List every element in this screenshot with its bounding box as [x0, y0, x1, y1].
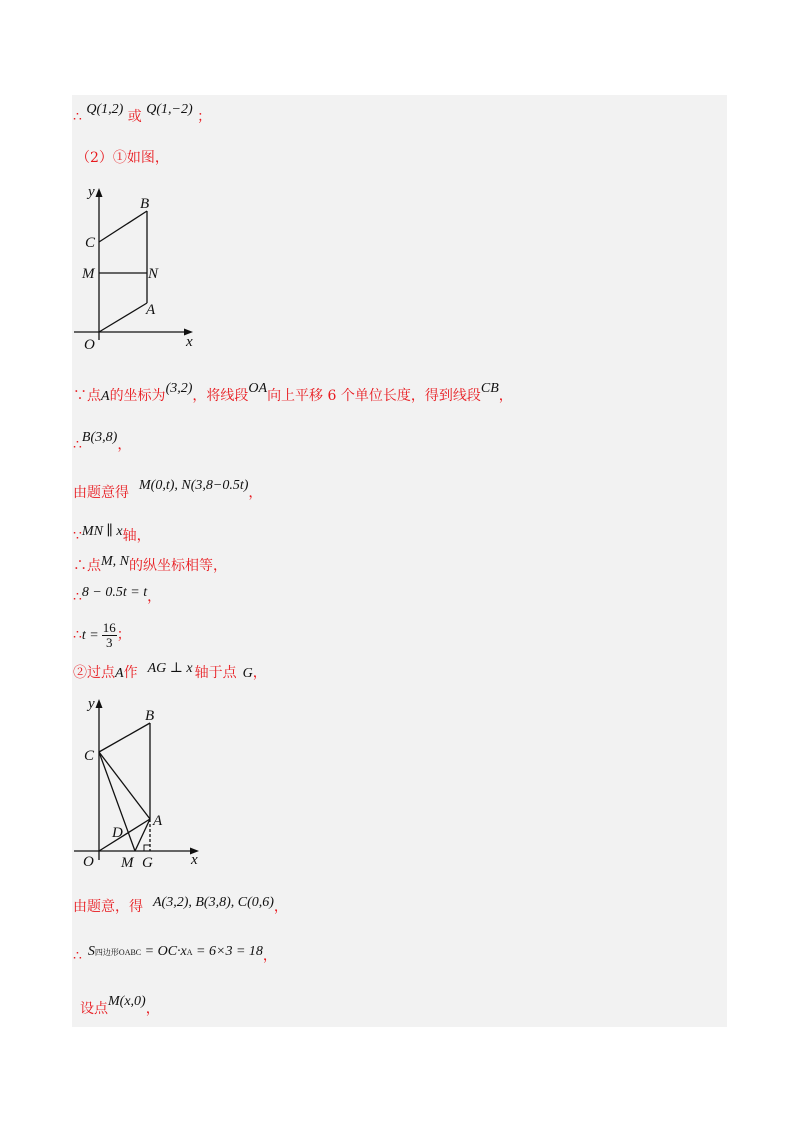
math-M-N: M, N	[101, 554, 129, 569]
punct: ，	[273, 899, 288, 915]
fig2-label-O: O	[83, 854, 94, 870]
text: 设点	[80, 1001, 108, 1017]
text: 作	[123, 665, 138, 681]
math-area-expression	[88, 944, 263, 959]
subscript-A: A	[186, 948, 193, 957]
fig1-segment-OA	[99, 303, 147, 332]
fig1-label-B: B	[140, 196, 150, 212]
punct: ；	[116, 627, 131, 643]
part2-label: （2）①如图，	[76, 150, 169, 166]
text: 由题意，得	[73, 899, 143, 915]
figure-2-diagram	[74, 690, 204, 870]
line-points-given	[73, 895, 288, 917]
fig2-label-C: C	[84, 748, 95, 764]
fig2-label-D: D	[112, 825, 123, 841]
fig2-y-arrow	[96, 699, 103, 708]
text: ②过点	[73, 665, 115, 681]
punct: ，	[117, 437, 132, 453]
therefore-symbol: ∴	[73, 589, 82, 605]
fig2-label-y: y	[88, 696, 95, 712]
fraction-16-3	[102, 621, 117, 650]
text: 轴，	[122, 528, 151, 544]
fraction-numerator: 16	[102, 619, 116, 635]
punct: ，	[147, 589, 162, 605]
figure-1-diagram	[74, 180, 204, 352]
line-area	[73, 944, 277, 967]
math-CB: CB	[480, 381, 499, 396]
line-MN-coords	[73, 478, 263, 503]
line-set-M	[80, 994, 160, 1019]
fraction-denominator: 3	[106, 634, 113, 650]
fig2-segment-CB	[99, 723, 150, 752]
therefore-symbol: ∴	[73, 948, 82, 964]
math-OA: OA	[248, 381, 268, 396]
therefore-symbol: ∴	[73, 109, 82, 125]
math-OC-x: = OC·x	[144, 944, 187, 959]
fig1-y-arrow	[96, 188, 103, 197]
text-or: 或	[127, 109, 142, 125]
text: ，将线段	[192, 388, 249, 404]
fig1-label-M: M	[82, 266, 95, 282]
text: 由题意得	[73, 485, 129, 501]
line-point-B	[73, 430, 132, 455]
text: 轴于点	[194, 665, 237, 681]
punct: ，	[252, 665, 267, 681]
math-MN: M(0,t), N(3,8−0.5t)	[139, 478, 249, 493]
text: ∵点	[73, 388, 101, 404]
text: 向上平移 6 个单位长度，得到线段	[267, 388, 481, 404]
punct: ，	[498, 388, 513, 404]
math-coord-A: (3,2)	[165, 381, 193, 396]
math-B: B(3,8)	[81, 430, 118, 445]
math-point-A: A	[115, 666, 124, 681]
therefore-symbol: ∴	[73, 437, 82, 453]
fig1-label-N: N	[148, 266, 159, 282]
punct: ；	[197, 109, 212, 125]
fig2-label-M: M	[121, 855, 134, 870]
line-part2-heading	[76, 149, 169, 167]
line-parallel	[73, 524, 151, 546]
therefore-symbol: ∴	[73, 627, 82, 643]
math-MN-parallel: MN ∥ x	[81, 524, 123, 539]
text: 的坐标为	[109, 388, 166, 404]
line-t-value	[73, 620, 131, 650]
math-S: S	[87, 944, 95, 959]
fig1-label-y: y	[88, 184, 95, 200]
math-point-G: G	[242, 666, 253, 681]
math-result: = 6×3 = 18	[192, 944, 263, 959]
line-q-result	[73, 102, 212, 127]
math-AG-perp-x: AG ⊥ x	[147, 661, 193, 676]
fig1-segment-CB	[99, 211, 147, 242]
fig1-label-A: A	[146, 302, 156, 318]
fig2-segment-CA	[99, 752, 150, 819]
line-AG-perp	[73, 661, 267, 683]
math-equation: 8 − 0.5t = t	[81, 585, 148, 600]
line-translation	[73, 381, 513, 406]
math-ABC-coords: A(3,2), B(3,8), C(0,6)	[153, 895, 274, 910]
math-point-A: A	[101, 389, 110, 404]
punct: ，	[262, 948, 277, 964]
fig1-label-C: C	[85, 235, 96, 251]
math-M-x0: M(x,0)	[108, 994, 146, 1009]
fig2-label-G: G	[142, 855, 153, 870]
line-equal-y	[73, 554, 227, 576]
line-equation	[73, 585, 162, 607]
fig2-label-x: x	[191, 852, 198, 868]
math-q2: Q(1,−2)	[146, 102, 193, 117]
math-q1: Q(1,2)	[86, 102, 124, 117]
fig1-label-x: x	[186, 334, 193, 350]
fig2-label-B: B	[145, 708, 155, 724]
fig2-right-angle-mark	[144, 845, 150, 851]
text: ∴点	[73, 558, 101, 574]
fig1-label-O: O	[84, 337, 95, 352]
fig2-label-A: A	[153, 813, 163, 829]
math-t: t =	[81, 628, 99, 643]
text: 的纵坐标相等，	[129, 558, 227, 574]
subscript-quadrilateral: 四边形OABC	[94, 948, 142, 957]
punct: ，	[145, 1001, 160, 1017]
punct: ，	[248, 485, 263, 501]
because-symbol: ∵	[73, 528, 82, 544]
